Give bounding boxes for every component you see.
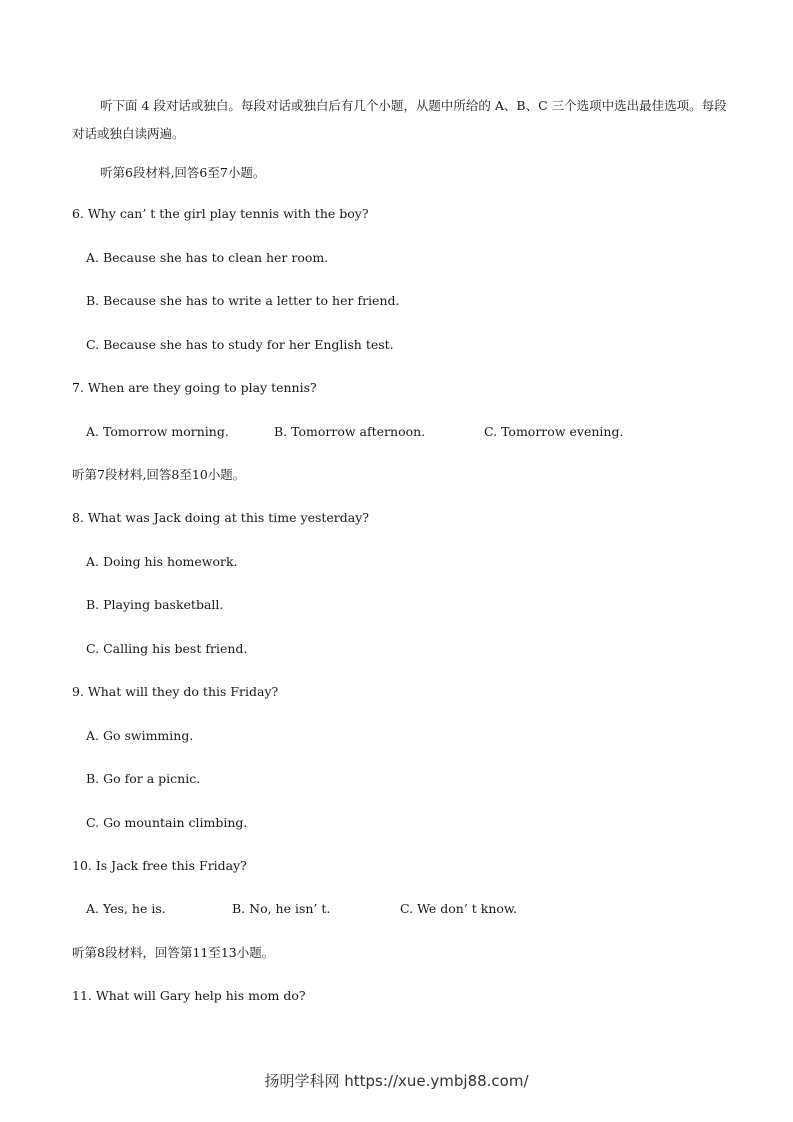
question-9-option-b: B. Go for a picnic. [86, 771, 201, 786]
question-7: 7. When are they going to play tennis? [72, 380, 317, 395]
question-9-option-c: C. Go mountain climbing. [86, 815, 248, 830]
section-7-heading: 听第7段材料,回答8至10小题。 [72, 467, 246, 482]
section-6-heading: 听第6段材料,回答6至7小题。 [100, 165, 266, 180]
question-6-option-a: A. Because she has to clean her room. [86, 250, 329, 265]
question-9: 9. What will they do this Friday? [72, 684, 279, 699]
question-9-option-a: A. Go swimming. [86, 728, 194, 743]
question-7-option-c: C. Tomorrow evening. [484, 424, 624, 439]
question-10-options [86, 901, 517, 917]
question-10-option-a: A. Yes, he is. [86, 901, 166, 916]
question-7-options [86, 424, 623, 440]
question-6-option-b: B. Because she has to write a letter to her friend. [86, 293, 400, 308]
question-10-option-b: B. No, he isn’ t. [232, 901, 331, 916]
question-10: 10. Is Jack free this Friday? [72, 858, 247, 873]
question-8: 8. What was Jack doing at this time yesterday? [72, 510, 369, 525]
page-footer-watermark: 扬明学科网 https://xue.ymbj88.com/ [264, 1072, 529, 1090]
question-11: 11. What will Gary help his mom do? [72, 988, 306, 1003]
section-8-heading: 听第8段材料，回答第11至13小题。 [72, 945, 275, 960]
question-8-option-b: B. Playing basketball. [86, 597, 224, 612]
question-6: 6. Why can’ t the girl play tennis with the boy? [72, 206, 369, 221]
instructions-paragraph: 听下面 4 段对话或独白。每段对话或独白后有几个小题，从题中所给的 A、B、C 三个选项中选出最佳选项。每段对话或独白读两遍。 [72, 98, 727, 141]
question-8-option-c: C. Calling his best friend. [86, 641, 248, 656]
question-6-option-c: C. Because she has to study for her English test. [86, 337, 394, 352]
question-7-option-a: A. Tomorrow morning. [86, 424, 229, 439]
question-7-option-b: B. Tomorrow afternoon. [274, 424, 426, 439]
question-8-option-a: A. Doing his homework. [86, 554, 238, 569]
question-10-option-c: C. We don’ t know. [400, 901, 518, 916]
